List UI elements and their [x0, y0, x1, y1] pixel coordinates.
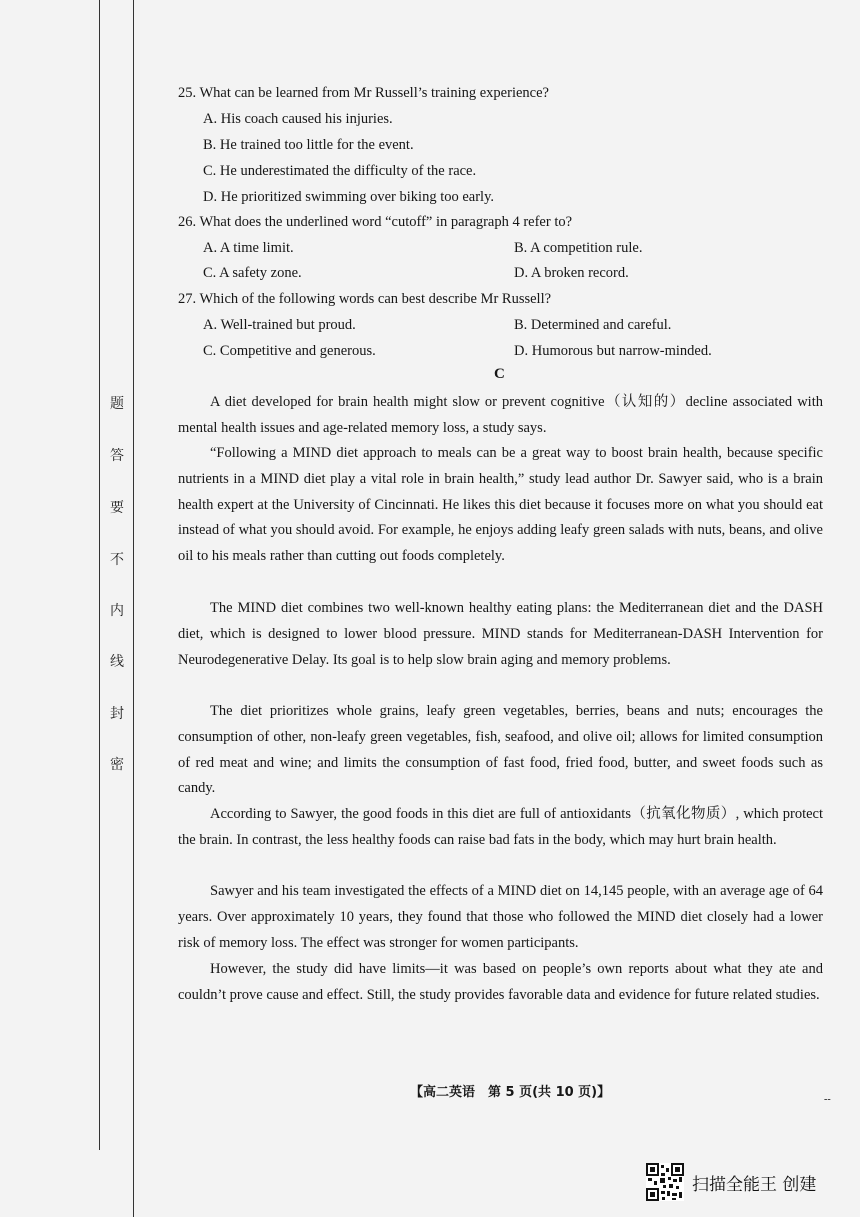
- binding-margin-char: 答: [110, 448, 124, 464]
- passage-paragraph: However, the study did have limits—it was based on people’s own reports about what they ate and couldn’t prove cause and effect. Still, the study provides favorable data and evidence for future related studies.: [178, 961, 823, 1003]
- question-stem: 26. What does the underlined word “cutoff” in paragraph 4 refer to?: [178, 214, 573, 230]
- binding-margin-char: 内: [110, 603, 124, 619]
- corner-mark: --: [824, 1094, 831, 1105]
- passage-paragraph: The MIND diet combines two well-known healthy eating plans: the Mediterranean diet and the DASH diet, which is designed to lower blood pressure. MIND stands for Mediterranean-DASH Intervention for Neurodegenerative Delay. Its goal is to help slow brain aging and memory problems.: [178, 600, 823, 668]
- option-a: A. A time limit.: [203, 240, 294, 256]
- option-c: C. Competitive and generous.: [203, 343, 376, 359]
- page-footer: 【高二英语 第 5 页(共 10 页)】: [410, 1085, 611, 1100]
- binding-line-inner: [133, 0, 134, 1217]
- option-c: C. A safety zone.: [203, 265, 302, 281]
- qr-code-icon: [646, 1163, 684, 1201]
- binding-margin-char: 不: [110, 552, 124, 568]
- binding-margin-char: 要: [110, 500, 124, 516]
- passage-paragraph: Sawyer and his team investigated the effects of a MIND diet on 14,145 people, with an average age of 64 years. Over approximately 10 years, they found that those who followed the MIND diet closely had a lower risk of memory loss. The effect was stronger for women participants.: [178, 883, 823, 951]
- option-d: D. Humorous but narrow-minded.: [514, 343, 712, 359]
- question-stem: 27. Which of the following words can best describe Mr Russell?: [178, 291, 552, 307]
- section-label: C: [494, 366, 505, 382]
- option-d: D. He prioritized swimming over biking too early.: [203, 189, 495, 205]
- question-stem: 25. What can be learned from Mr Russell’s training experience?: [178, 85, 549, 101]
- option-b: B. He trained too little for the event.: [203, 137, 414, 153]
- option-d: D. A broken record.: [514, 265, 629, 281]
- passage-paragraph: “Following a MIND diet approach to meals can be a great way to boost brain health, because specific nutrients in a MIND diet play a vital role in brain health,” study lead author Dr. Sawyer said, who is a brain health expert at the University of Cincinnati. He likes this diet because it focuses more on what you should eat instead of what you should avoid. For example, he enjoys adding leafy green salads with nuts, beans, and olive oil to his meals rather than cutting out foods completely.: [178, 445, 823, 565]
- passage-paragraph: According to Sawyer, the good foods in this diet are full of antioxidants（抗氧化物质）, which protect the brain. In contrast, the less healthy foods can raise bad fats in the body, which may hurt brain health.: [178, 806, 823, 848]
- passage-paragraph: A diet developed for brain health might slow or prevent cognitive（认知的）decline associated with mental health issues and age-related memory loss, a study says.: [178, 394, 823, 436]
- binding-margin-char: 线: [110, 654, 124, 670]
- option-b: B. A competition rule.: [514, 240, 643, 256]
- option-a: A. His coach caused his injuries.: [203, 111, 393, 127]
- binding-margin-char: 封: [110, 706, 124, 722]
- passage-paragraph: The diet prioritizes whole grains, leafy green vegetables, berries, beans and nuts; encourages the consumption of other, non-leafy green vegetables, fish, seafood, and olive oil; allows for limited consumption of red meat and wine; and limits the consumption of fast food, fried food, butter, and sweet foods such as candy.: [178, 703, 823, 797]
- option-b: B. Determined and careful.: [514, 317, 672, 333]
- binding-line-outer: [99, 0, 100, 1150]
- binding-margin-char: 题: [110, 396, 124, 412]
- binding-margin-char: 密: [110, 757, 124, 773]
- option-a: A. Well-trained but proud.: [203, 317, 356, 333]
- option-c: C. He underestimated the difficulty of the race.: [203, 163, 477, 179]
- scanner-watermark: 扫描全能王 创建: [692, 1175, 817, 1195]
